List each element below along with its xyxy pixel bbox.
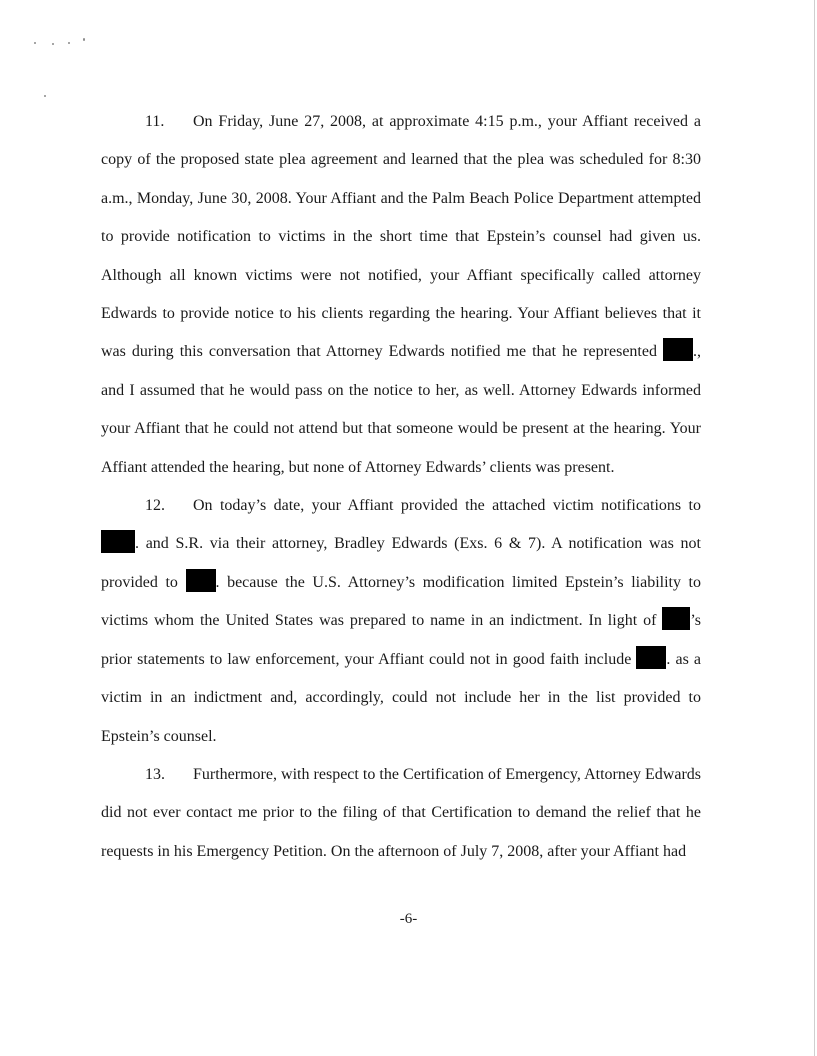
page-number: -6- bbox=[399, 911, 418, 927]
scan-speck bbox=[83, 38, 85, 41]
document-body bbox=[101, 103, 701, 871]
paragraph-11 bbox=[101, 103, 701, 487]
paragraph-text: On Friday, June 27, 2008, at approximate 4:15 p.m., your Affiant received a copy of the proposed state plea agreement and learned that the plea was scheduled for 8:30 a.m., Monday, June 30, 2008. Your Affiant and the Palm Beach Police Department attempted to provide notification to victims in the short time that Epstein’s counsel had given us. Although all known victims were not notified, your Affiant specifically called attorney Edwards to provide notice to his clients regarding the hearing. Your Affiant believes that it was during this conversation that Attorney Edwards notified me that he represented bbox=[101, 113, 701, 361]
paragraph-12 bbox=[101, 487, 701, 756]
redaction-block bbox=[101, 530, 135, 553]
scan-speck bbox=[52, 43, 54, 45]
paragraph-text: . because the U.S. Attorney’s modification limited Epstein’s liability to victims whom the United States was prepared to name in an indictment. In light of bbox=[101, 573, 702, 630]
paragraph-text: Furthermore, with respect to the Certification of Emergency, Attorney Edwards did not ever contact me prior to the filing of that Certification to demand the relief that he requests in his Emergency Petition. On the afternoon of July 7, 2008, after your Affiant had bbox=[101, 765, 701, 860]
paragraph-text: ’s prior statements to law enforcement, your Affiant could not in good faith include bbox=[101, 612, 702, 668]
scan-speck bbox=[34, 42, 36, 44]
paragraph-text: ., and I assumed that he would pass on the notice to her, as well. Attorney Edwards informed your Affiant that he could not attend but that someone would be present at the hearing. Your Affiant attended the hearing, but none of Attorney Edwards’ clients was present. bbox=[101, 343, 701, 476]
scan-edge bbox=[814, 0, 815, 1056]
paragraph-text: . as a victim in an indictment and, accordingly, could not include her in the list provided to Epstein’s counsel. bbox=[101, 650, 702, 745]
redaction-block bbox=[186, 569, 216, 592]
scan-speck bbox=[68, 42, 70, 44]
paragraph-text: . and S.R. via their attorney, Bradley Edwards (Exs. 6 & 7). A notification was not provided to bbox=[101, 535, 701, 591]
scan-speck bbox=[44, 95, 46, 97]
redaction-block bbox=[663, 338, 693, 361]
paragraph-number: 12. bbox=[145, 497, 165, 515]
paragraph-number: 11. bbox=[145, 113, 165, 130]
paragraph-13 bbox=[101, 756, 701, 871]
paragraph-text: On today’s date, your Affiant provided the attached victim notifications to bbox=[193, 497, 701, 515]
paragraph-number: 13. bbox=[145, 765, 165, 783]
redaction-block bbox=[662, 607, 690, 630]
redaction-block bbox=[636, 646, 666, 669]
